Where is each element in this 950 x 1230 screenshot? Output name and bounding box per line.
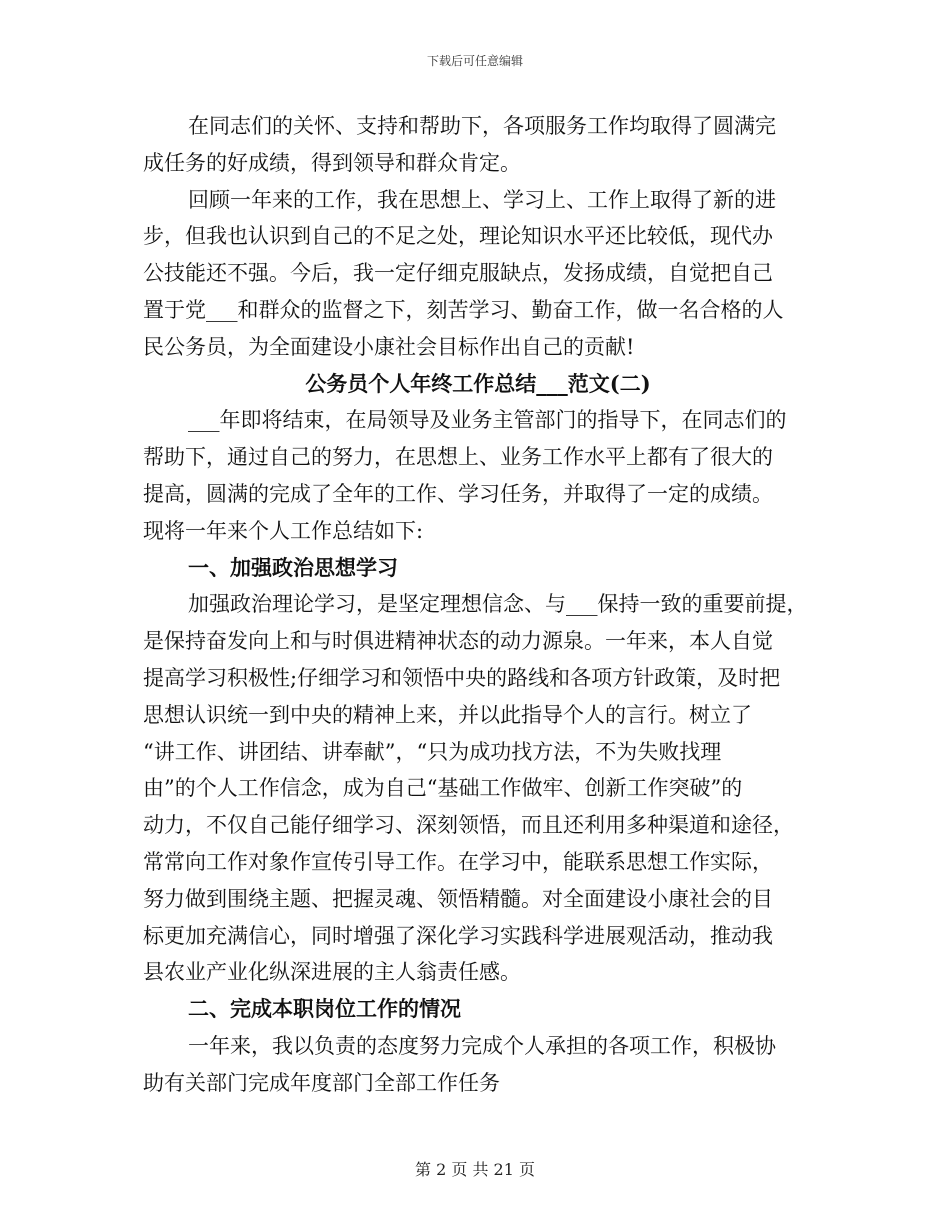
- text-line: 标更加充满信心，同时增强了深化学习实践科学进展观活动，推动我: [143, 923, 773, 948]
- page-number: 第 2 页 共 21 页: [415, 1160, 535, 1179]
- text-line: 加强政治理论学习，是坚定理想信念、与___保持一致的重要前提，: [188, 592, 808, 617]
- text-line: 努力做到围绕主题、把握灵魂、领悟精髓。对全面建设小康社会的目: [143, 886, 773, 911]
- text-line: 助有关部门完成年度部门全部工作任务: [143, 1070, 500, 1095]
- section-heading: 一、加强政治思想学习: [188, 554, 398, 580]
- text-line: 提高，圆满的完成了全年的工作、学习任务，并取得了一定的成绩。: [143, 481, 773, 506]
- intro-paragraph: [143, 402, 813, 549]
- document-title: 公务员个人年终工作总结___范文(二): [305, 370, 651, 396]
- text-line: 思想认识统一到中央的精神上来，并以此指导个人的言行。树立了: [143, 702, 752, 727]
- text-line: 步，但我也认识到自己的不足之处，理论知识水平还比较低，现代办: [143, 224, 773, 249]
- document-body: [143, 108, 813, 1102]
- text-line: 由”的个人工作信念，成为自己“基础工作做牢、创新工作突破”的: [143, 776, 743, 801]
- text-line: 在同志们的关怀、支持和帮助下，各项服务工作均取得了圆满完: [188, 114, 776, 138]
- text-line: 现将一年来个人工作总结如下:: [143, 518, 424, 543]
- paragraph: [143, 108, 813, 182]
- text-line: 置于党___和群众的监督之下，刻苦学习、勤奋工作，做一名合格的人: [143, 297, 784, 322]
- text-line: 公技能还不强。今后，我一定仔细克服缺点，发扬成绩，自觉把自己: [143, 261, 773, 286]
- text-line: 动力，不仅自己能仔细学习、深刻领悟，而且还利用多种渠道和途径，: [143, 813, 794, 838]
- text-line: 提高学习积极性;仔细学习和领悟中央的路线和各项方针政策，及时把: [143, 665, 781, 690]
- text-line: 成任务的好成绩，得到领导和群众肯定。: [143, 150, 521, 175]
- page-header: 下载后可任意编辑: [426, 54, 523, 68]
- section-paragraph: [143, 586, 813, 991]
- text-line: 县农业产业化纵深进展的主人翁责任感。: [143, 960, 521, 985]
- section-heading: 二、完成本职岗位工作的情况: [188, 996, 461, 1022]
- text-line: 回顾一年来的工作，我在思想上、学习上、工作上取得了新的进: [188, 187, 776, 212]
- text-line: “讲工作、讲团结、讲奉献”，“只为成功找方法，不为失败找理: [143, 739, 722, 764]
- text-line: 是保持奋发向上和与时俱进精神状态的动力源泉。一年来，本人自觉: [143, 629, 773, 654]
- text-line: 帮助下，通过自己的努力，在思想上、业务工作水平上都有了很大的: [143, 445, 773, 470]
- paragraph: [143, 182, 813, 366]
- text-line: 一年来，我以负责的态度努力完成个人承担的各项工作，积极协: [188, 1033, 776, 1058]
- section-paragraph: [143, 1028, 813, 1102]
- text-line: 常常向工作对象作宣传引导工作。在学习中，能联系思想工作实际，: [143, 849, 773, 874]
- text-line: ___年即将结束，在局领导及业务主管部门的指导下，在同志们的: [188, 408, 787, 433]
- text-line: 民公务员，为全面建设小康社会目标作出自己的贡献!: [143, 334, 635, 359]
